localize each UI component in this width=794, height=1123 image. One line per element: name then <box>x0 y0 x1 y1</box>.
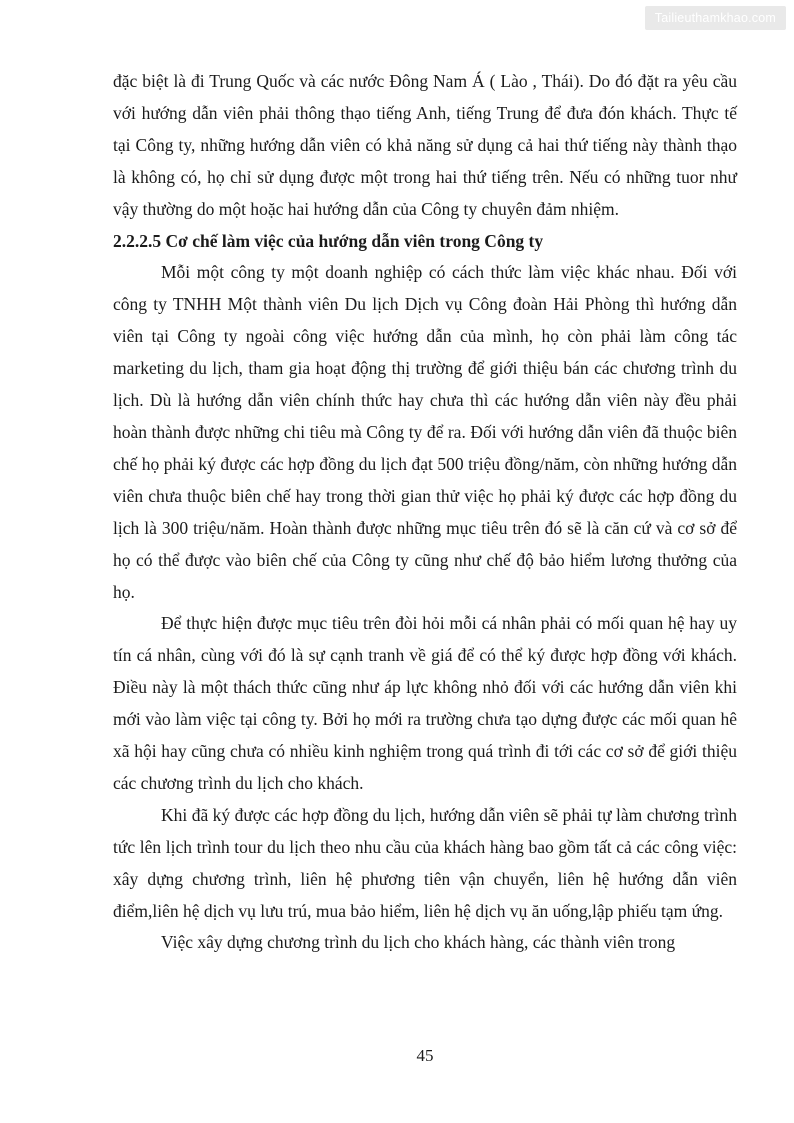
paragraph-continuation: đặc biệt là đi Trung Quốc và các nước Đông Nam Á ( Lào , Thái). Do đó đặt ra yêu cầu với hướng dẫn viên phải thông thạo tiếng Anh, tiếng Trung để đưa đón khách. Thực tế tại Công ty, những hướng dẫn viên có khả năng sử dụng cả hai thứ tiếng này thành thạo là không có, họ chỉ sử dụng được một trong hai thứ tiếng trên. Nếu có những tuor như vậy thường do một hoặc hai hướng dẫn của Công ty chuyên đảm nhiệm. <box>113 71 737 219</box>
paragraph: Để thực hiện được mục tiêu trên đòi hỏi mỗi cá nhân phải có mối quan hệ hay uy tín cá nhân, cùng với đó là sự cạnh tranh về giá để có thể ký được hợp đồng với khách. Điều này là một thách thức cũng như áp lực không nhỏ đối với các hướng dẫn viên khi mới vào làm việc tại công ty. Bởi họ mới ra trường chưa tạo dựng được các mối quan hê xã hội hay cũng chưa có nhiều kinh nghiệm trong quá trình đi tới các cơ sở để giới thiệu các chương trình du lịch cho khách. <box>113 613 737 793</box>
section-heading: 2.2.2.5 Cơ chế làm việc của hướng dẫn viên trong Công ty <box>113 230 544 251</box>
page-number: 45 <box>416 1046 434 1065</box>
paragraph: Việc xây dựng chương trình du lịch cho khách hàng, các thành viên trong <box>161 932 676 953</box>
paragraph: Khi đã ký được các hợp đồng du lịch, hướng dẫn viên sẽ phải tự làm chương trình tức lên lịch trình tour du lịch theo nhu cầu của khách hàng bao gồm tất cả các công việc: xây dựng chương trình, liên hệ phương tiên vận chuyển, liên hệ hướng dẫn viên điểm,liên hệ dịch vụ lưu trú, mua bảo hiểm, liên hệ dịch vụ ăn uống,lập phiếu tạm ứng. <box>113 804 737 921</box>
watermark-label: Tailieuthamkhao.com <box>645 6 786 30</box>
paragraph: Mỗi một công ty một doanh nghiệp có cách thức làm việc khác nhau. Đối với công ty TNHH Một thành viên Du lịch Dịch vụ Công đoàn Hải Phòng thì hướng dẫn viên tại Công ty ngoài công việc hướng dẫn của mình, họ còn phải làm công tác marketing du lịch, tham gia hoạt động thị trường để giới thiệu bán các chương trình du lịch. Dù là hướng dẫn viên chính thức hay chưa thì các hướng dẫn viên này đều phải hoàn thành được những chi tiêu mà Công ty để ra. Đối với hướng dẫn viên đã thuộc biên chế họ phải ký được các hợp đồng du lịch đạt 500 triệu đồng/năm, còn những hướng dẫn viên chưa thuộc biên chế hay trong thời gian thử việc họ phải ký được các hợp đồng du lịch là 300 triệu/năm. Hoàn thành được những mục tiêu trên đó sẽ là căn cứ và cơ sở để họ có thể được vào biên chế của Công ty cũng như chế độ bảo hiểm lương thưởng của họ. <box>113 262 737 602</box>
page-content <box>113 66 737 959</box>
